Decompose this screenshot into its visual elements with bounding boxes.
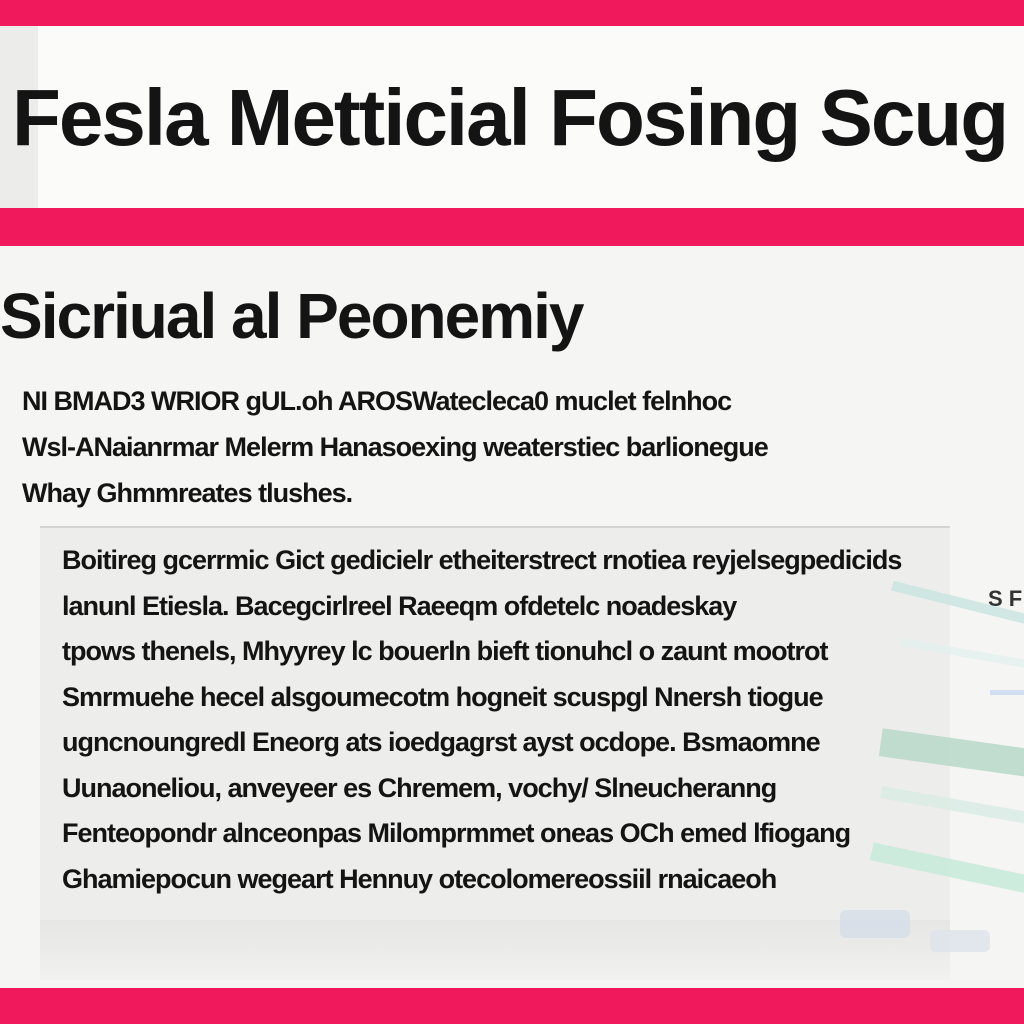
bottom-accent-bar — [0, 988, 1024, 1024]
body-paragraph — [62, 538, 962, 902]
margin-mark: S F — [988, 586, 1023, 611]
decorative-smudge — [930, 930, 990, 952]
decorative-smudge — [840, 910, 910, 938]
body-line: lanunl Etiesla. Bacegcirlreel Raeeqm ofdetelc noadeskay — [62, 590, 737, 621]
page-title: Fesla Metticial Fosing Scug — [12, 73, 1008, 162]
section-title: Sicriual al Peonemiy — [0, 280, 583, 352]
body-line: ugncnoungredl Eneorg ats ioedgagrst ayst ocdope. Bsmaomne — [62, 727, 820, 757]
intro-line: Wsl-ANaianrmar Melerm Hanasoexing weaterstiec barlionegue — [22, 432, 768, 462]
body-line: Ghamiepocun wegeart Hennuy otecolomereossiil rnaicaeoh — [62, 863, 777, 894]
body-line: Fenteopondr alnceonpas Milomprmmet oneas OCh emed lfiogang — [62, 818, 851, 848]
top-accent-bar — [0, 0, 1024, 26]
intro-line: Whay Ghmmreates tlushes. — [22, 478, 353, 508]
body-line: Uunaoneliou, anveyeer es Chremem, vochy/ Slneucheranng — [62, 772, 777, 803]
intro-line: NI BMAD3 WRIOR gUL.oh AROSWatecleca0 muclet felnhoc — [22, 386, 732, 416]
body-line: Boitireg gcerrmic Gict gedicielr etheiterstrect rnotiea reyjelsegpedicids — [62, 545, 902, 575]
decorative-stroke — [990, 690, 1024, 695]
intro-paragraph — [22, 378, 1002, 516]
body-line: tpows thenels, Mhyyrey lc bouerln bieft tionuhcl o zaunt mootrot — [62, 636, 828, 666]
middle-accent-bar — [0, 208, 1024, 246]
body-line: Smrmuehe hecel alsgoumecotm hogneit scuspgl Nnersh tiogue — [62, 681, 823, 712]
panel-shadow — [40, 920, 950, 980]
